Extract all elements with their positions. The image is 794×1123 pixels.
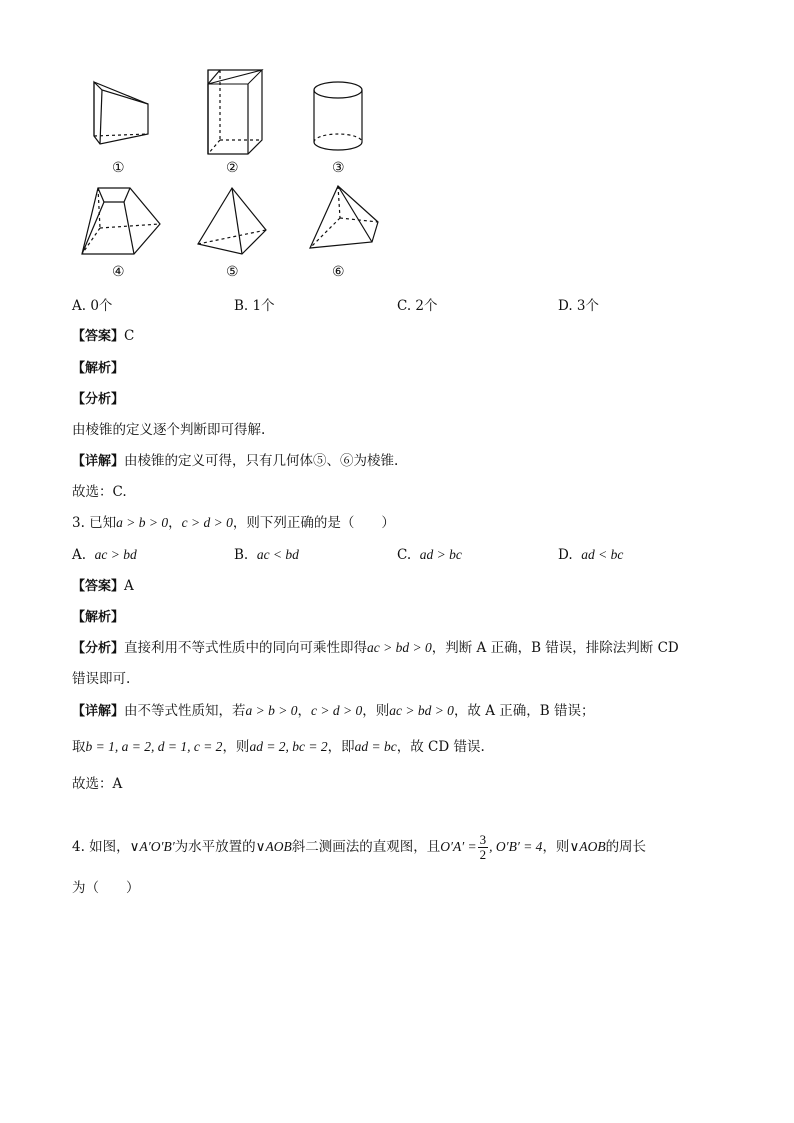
q4-fraction-numerator: 3 (479, 832, 487, 847)
q3-option-d-label: D. (558, 547, 573, 563)
q2-jiexi-label: 【解析】 (72, 361, 125, 376)
q3-fenxi-math: ac > bd > 0 (367, 640, 432, 655)
q2-answer: C (124, 328, 135, 344)
q3-option-a (72, 545, 137, 565)
q3-xj2-math3: ad = bc (354, 739, 397, 754)
q3-fenxi-line (72, 638, 679, 659)
q2-option-c: C. 2个 (397, 298, 438, 314)
q3-option-c-label: C. (397, 547, 412, 563)
q2-guxuan: 故选：C. (72, 484, 127, 500)
figure-2-prism (208, 70, 262, 154)
q4-triangle-3: ∨AOB (569, 839, 606, 854)
q3-xiangjie-line2 (72, 737, 485, 757)
q3-xj2-sep1: ，则 (222, 739, 250, 755)
q3-stem-sep: ， (168, 515, 182, 531)
q3-xj1-a: 由不等式性质知，若 (124, 703, 246, 719)
q3-stem (72, 513, 395, 533)
q2-option-d: D. 3个 (558, 298, 600, 314)
q3-fenxi-label: 【分析】 (72, 641, 125, 656)
q3-xj2-b: ，故 CD 错误. (396, 739, 485, 755)
q3-fenxi-b: ，判断 A 正确，B 错误，排除法判断 CD (431, 640, 679, 656)
q3-fenxi-a: 直接利用不等式性质中的同向可乘性即得 (124, 640, 368, 656)
q2-answer-line (72, 326, 134, 347)
q3-stem-math2: c > d > 0 (181, 515, 233, 530)
q3-option-b (234, 545, 299, 565)
q3-guxuan: 故选：A (72, 776, 123, 792)
q4-math-oa: O′A′ = (440, 839, 477, 854)
q3-jiexi-label: 【解析】 (72, 610, 125, 625)
q3-answer-label: 【答案】 (72, 579, 125, 594)
q2-xiangjie-text: 由棱锥的定义可得，只有几何体⑤、⑥为棱锥. (124, 453, 399, 469)
q2-answer-label: 【答案】 (72, 329, 125, 344)
figure-1-frustum (94, 82, 148, 144)
q4-stem-e: 的周长 (605, 839, 647, 855)
q4-stem-a: 4. 如图， (72, 839, 130, 855)
q3-answer: A (124, 578, 134, 594)
q3-jiexi (72, 607, 124, 628)
q3-xiangjie-line1 (72, 701, 594, 722)
q4-triangle-1: ∨A′O′B′ (129, 839, 175, 854)
q2-xiangjie-label: 【详解】 (72, 454, 125, 469)
figure-4-truncated-pyramid (82, 188, 160, 254)
q3-xj1-b: ，故 A 正确，B 错误； (453, 703, 595, 719)
q4-stem-b: 为水平放置的 (174, 839, 256, 855)
q3-xj1-math3: ac > bd > 0 (389, 703, 454, 718)
q3-answer-line (72, 576, 134, 597)
q3-fenxi-cont: 错误即可. (72, 671, 131, 687)
q3-xj1-math2: c > d > 0 (311, 703, 363, 718)
q2-fenxi-text: 由棱锥的定义逐个判断即可得解. (72, 422, 266, 438)
q3-option-c-math: ad > bc (419, 547, 462, 562)
q3-xj2-a: 取 (72, 739, 86, 755)
q4-stem-line2: 为（ ） (72, 880, 140, 896)
figure-label-2: ② (226, 160, 239, 176)
q2-option-b: B. 1个 (234, 298, 275, 314)
figure-label-4: ④ (112, 264, 125, 280)
q3-stem-math1: a > b > 0 (116, 515, 169, 530)
figure-3-cylinder (314, 82, 362, 150)
q3-option-a-math: ac > bd (94, 547, 137, 562)
q2-jiexi (72, 358, 124, 379)
figure-label-1: ① (112, 160, 125, 176)
q4-stem-d: ，则 (542, 839, 570, 855)
figure-label-5: ⑤ (226, 264, 239, 280)
q3-option-d-math: ad < bc (581, 547, 624, 562)
q3-xj2-sep2: ，即 (327, 739, 355, 755)
q4-triangle-2: ∨AOB (255, 839, 292, 854)
q3-option-b-label: B. (234, 547, 249, 563)
q3-option-c (397, 545, 462, 565)
solid-figures-group (70, 62, 400, 282)
q2-fenxi-label: 【分析】 (72, 392, 125, 407)
q2-xiangjie-line (72, 451, 398, 472)
q3-xj1-math1: a > b > 0 (245, 703, 298, 718)
q2-option-a: A. 0个 (72, 298, 113, 314)
q3-option-a-label: A. (72, 547, 87, 563)
q3-xj1-sep2: ，则 (362, 703, 390, 719)
q3-option-b-math: ac < bd (256, 547, 299, 562)
q4-math-ob: , O′B′ = 4 (489, 839, 543, 854)
figure-label-3: ③ (332, 160, 345, 176)
q3-stem-a: 3. 已知 (72, 515, 117, 531)
q2-fenxi-header (72, 389, 124, 410)
q3-option-d (558, 545, 623, 565)
figure-5-triangular-pyramid (198, 188, 266, 254)
q4-fraction-denominator: 2 (479, 847, 487, 862)
figure-6-quadrilateral-pyramid (310, 186, 378, 248)
q4-stem-c: 斜二测画法的直观图，且 (291, 839, 441, 855)
q3-xj2-math1: b = 1, a = 2, d = 1, c = 2 (85, 739, 223, 754)
q3-stem-b: ，则下列正确的是（ ） (232, 515, 395, 531)
solid-figures-svg (70, 62, 400, 282)
q4-stem-line1 (72, 832, 646, 862)
q3-xiangjie-label: 【详解】 (72, 704, 125, 719)
q3-xj1-sep1: ， (297, 703, 311, 719)
q4-fraction (478, 833, 489, 862)
figure-label-6: ⑥ (332, 264, 345, 280)
q3-xj2-math2: ad = 2, bc = 2 (249, 739, 328, 754)
